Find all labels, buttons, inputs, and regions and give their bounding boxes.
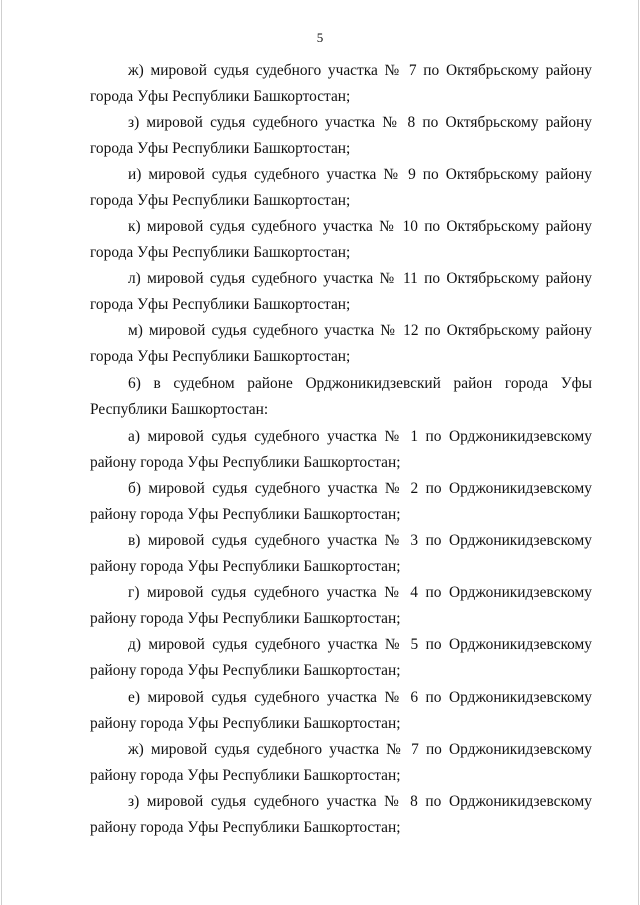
paragraph-line-2: города Уфы Республики Башкортостан; — [90, 348, 351, 365]
paragraph-line-2: району города Уфы Республики Башкортостан; — [90, 662, 401, 679]
paragraph-line-2: города Уфы Республики Башкортостан; — [90, 192, 351, 209]
paragraph-line-1: е) мировой судья судебного участка № 6 по Орджоникидзевскому — [128, 689, 592, 706]
list-item — [90, 685, 592, 737]
paragraph-line-1: а) мировой судья судебного участка № 1 по Орджоникидзевскому — [128, 428, 592, 445]
paragraph-line-2: району города Уфы Республики Башкортостан; — [90, 767, 401, 784]
list-item — [90, 632, 592, 684]
list-item — [90, 737, 592, 789]
page-number: 5 — [316, 30, 324, 45]
list-item — [90, 476, 592, 528]
paragraph-line-2: району города Уфы Республики Башкортостан; — [90, 454, 401, 471]
paragraph-line-2: району города Уфы Республики Башкортостан; — [90, 558, 401, 575]
paragraph-line-2: Республики Башкортостан: — [90, 401, 269, 418]
list-item — [90, 58, 592, 110]
scan-edge-left — [1, 0, 2, 905]
paragraph-line-1: д) мировой судья судебного участка № 5 по Орджоникидзевскому — [128, 636, 592, 653]
section-heading-item — [90, 371, 592, 423]
list-item — [90, 266, 592, 318]
paragraph-line-1: г) мировой судья судебного участка № 4 по Орджоникидзевскому — [128, 584, 592, 601]
paragraph-line-2: району города Уфы Республики Башкортостан; — [90, 506, 401, 523]
paragraph-line-1: ж) мировой судья судебного участка № 7 по Октябрьскому району — [128, 62, 592, 79]
paragraph-line-1: в) мировой судья судебного участка № 3 по Орджоникидзевскому — [128, 532, 592, 549]
list-item — [90, 424, 592, 476]
list-item — [90, 528, 592, 580]
paragraph-line-1: 6) в судебном районе Орджоникидзевский район города Уфы — [128, 375, 592, 392]
paragraph-line-1: ж) мировой судья судебного участка № 7 по Орджоникидзевскому — [128, 741, 592, 758]
scan-edge-right — [638, 0, 639, 905]
paragraph-line-1: м) мировой судья судебного участка № 12 по Октябрьскому району — [128, 322, 592, 339]
paragraph-line-1: б) мировой судья судебного участка № 2 по Орджоникидзевскому — [128, 480, 592, 497]
paragraph-line-2: города Уфы Республики Башкортостан; — [90, 244, 351, 261]
paragraph-line-2: города Уфы Республики Башкортостан; — [90, 140, 351, 157]
paragraph-line-1: к) мировой судья судебного участка № 10 по Октябрьскому району — [128, 218, 592, 235]
paragraph-line-1: л) мировой судья судебного участка № 11 по Октябрьскому району — [128, 270, 592, 287]
paragraph-line-2: города Уфы Республики Башкортостан; — [90, 88, 351, 105]
paragraph-line-2: району города Уфы Республики Башкортостан; — [90, 715, 401, 732]
list-item — [90, 580, 592, 632]
list-item — [90, 110, 592, 162]
paragraph-line-1: з) мировой судья судебного участка № 8 по Октябрьскому району — [128, 114, 592, 131]
list-item — [90, 318, 592, 370]
paragraph-line-2: району города Уфы Республики Башкортостан; — [90, 610, 401, 627]
paragraph-line-2: города Уфы Республики Башкортостан; — [90, 296, 351, 313]
paragraph-line-1: и) мировой судья судебного участка № 9 по Октябрьскому району — [128, 166, 592, 183]
list-item — [90, 214, 592, 266]
list-item — [90, 789, 592, 841]
list-item — [90, 162, 592, 214]
paragraph-line-2: району города Уфы Республики Башкортостан; — [90, 819, 401, 836]
paragraph-line-1: з) мировой судья судебного участка № 8 по Орджоникидзевскому — [128, 793, 592, 810]
